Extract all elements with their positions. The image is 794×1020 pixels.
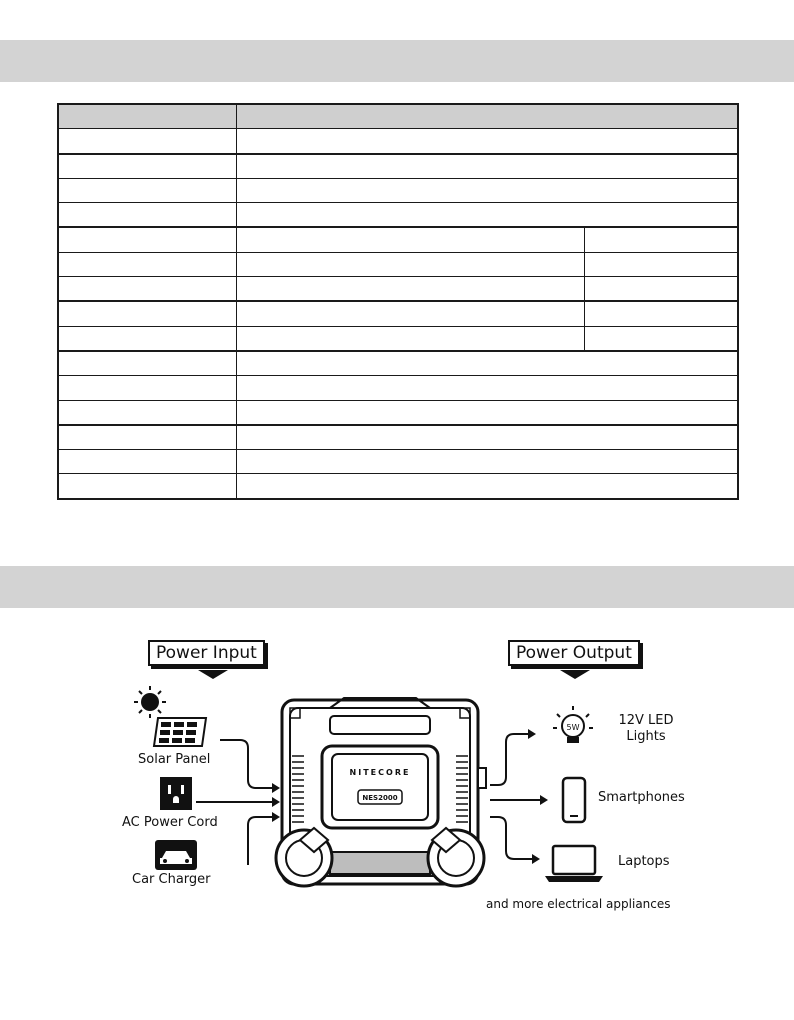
ac-outlet-icon (160, 777, 192, 810)
output-label-laptops: Laptops (618, 854, 670, 869)
power-output-label: Power Output (508, 640, 640, 666)
input-arrowheads (272, 783, 280, 822)
output-label-led-lights: 12V LED Lights (618, 713, 674, 744)
input-label-solar-panel: Solar Panel (138, 752, 211, 767)
output-arrowheads (528, 729, 548, 864)
output-label-smartphones: Smartphones (598, 790, 685, 805)
smartphone-icon (563, 778, 585, 822)
device-model-text: NES2000 (362, 794, 398, 802)
input-pointer (198, 670, 228, 679)
laptop-icon (545, 846, 603, 882)
device-brand-text: NITECORE (349, 768, 411, 777)
power-station-device (276, 698, 486, 886)
led-badge-text: 5W (566, 723, 580, 732)
input-label-ac-power-cord: AC Power Cord (122, 815, 218, 830)
output-arrows (490, 734, 540, 859)
appliances-note: and more electrical appliances (486, 897, 671, 911)
input-label-car-charger: Car Charger (132, 872, 211, 887)
sun-icon (134, 686, 166, 718)
output-pointer (560, 670, 590, 679)
car-icon (155, 840, 197, 870)
solar-panel-icon (154, 718, 206, 746)
power-input-label: Power Input (148, 640, 265, 666)
